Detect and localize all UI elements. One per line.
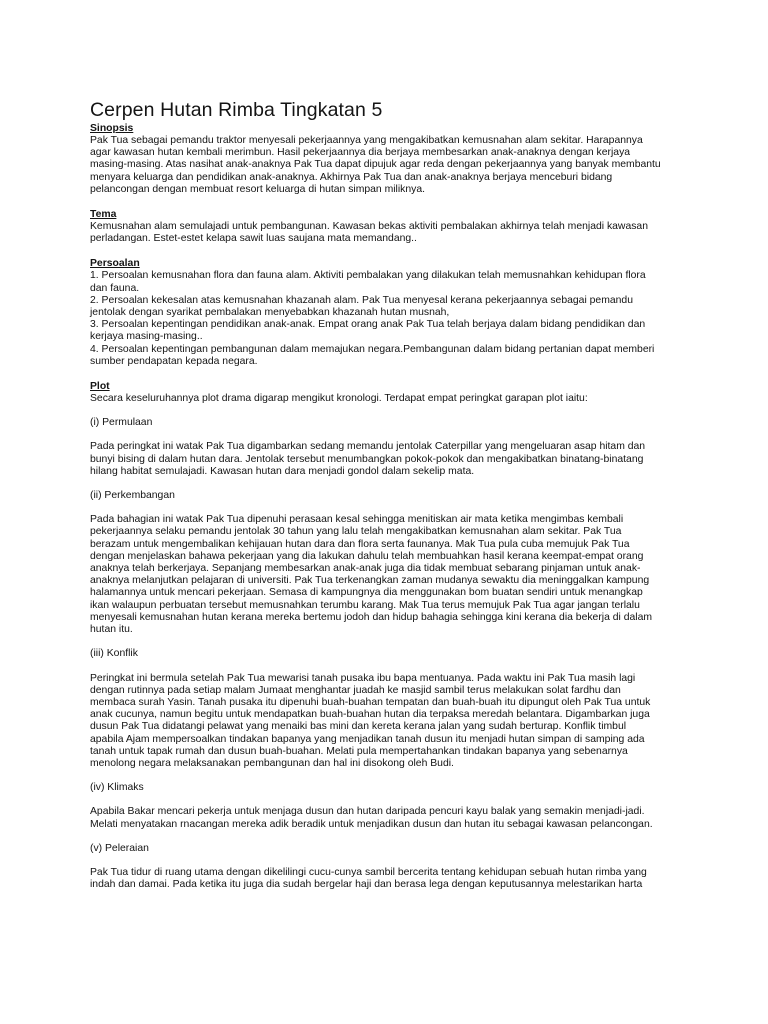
text-line: Pak Tua tidur di ruang utama dengan dikelilingi cucu-cunya sambil bercerita tentang kehidupan sebuah hutan rimba yang xyxy=(90,866,647,878)
text-line: apabila Ajam mempersoalkan tindakan bapanya yang menjadikan tanah dusun itu menjadi hutan simpan di samping ada xyxy=(90,733,645,745)
text-line: kerjaya masing-masing.. xyxy=(90,331,203,343)
text-line: hilang habitat semulajadi. Kawasan hutan dara menjadi gondol dalam sekelip mata. xyxy=(90,465,475,477)
text-line: Apabila Bakar mencari pekerja untuk menjaga dusun dan hutan daripada pencuri kayu balak yang semakin menjadi-jadi. xyxy=(90,806,645,818)
peleraian-paragraph xyxy=(90,867,690,891)
text-line: indah dan damai. Pada ketika itu juga dia sudah bergelar haji dan berasa lega dengan keputusannya melestarikan harta xyxy=(90,879,643,891)
plot-stage-label: (ii) Perkembangan xyxy=(90,490,175,502)
text-line: jentolak dengan syarikat pembalakan menyebabkan khazanah hutan musnah, xyxy=(90,307,450,319)
text-line: 3. Persoalan kepentingan pendidikan anak-anak. Empat orang anak Pak Tua telah berjaya dalam bidang pendidikan dan xyxy=(90,319,646,331)
perkembangan-paragraph xyxy=(90,514,690,636)
permulaan-paragraph xyxy=(90,441,690,478)
konflik-paragraph xyxy=(90,673,690,771)
section-heading-persoalan: Persoalan xyxy=(90,258,140,270)
text-line: Pada peringkat ini watak Pak Tua digambarkan sedang memandu jentolak Caterpillar yang mengeluaran asap hitam dan xyxy=(90,441,646,453)
document-title: Cerpen Hutan Rimba Tingkatan 5 xyxy=(90,99,383,121)
text-line: Pak Tua sebagai pemandu traktor menyesali pekerjaannya yang mengakibatkan kemusnahan alam sekitar. Harapannya xyxy=(90,135,643,146)
text-line: sumber pendapatan kepada negara. xyxy=(90,355,258,367)
text-line: halamannya untuk mencari pekerjaan. Semasa di kampungnya dia menggunakan bom buatan sendiri untuk menangkap xyxy=(90,587,643,599)
text-line: anaknya melanjutkan pelajaran di universiti. Pak Tua terkenangkan zaman mudanya sewaktu dia meninggalkan kampung xyxy=(90,575,650,587)
text-line: pelancongan dengan membuat resort keluarga di hutan simpan miliknya. xyxy=(90,183,426,195)
text-line: masing-masing. Atas nasihat anak-anaknya Pak Tua dapat dipujuk agar reda dengan pekerjaannya yang banyak membantu xyxy=(90,159,661,171)
text-line: perladangan. Estet-estet kelapa sawit luas saujana mata memandang.. xyxy=(90,233,417,245)
text-line: 4. Persoalan kepentingan pembangunan dalam memajukan negara.Pembangunan dalam bidang pertanian dapat memberi xyxy=(90,343,655,355)
section-heading-sinopsis: Sinopsis xyxy=(90,123,134,134)
text-line: Melati menyatakan rnacangan mereka adik beradik untuk menjadikan dusun dan hutan itu sebagai kawasan pelancongan. xyxy=(90,818,653,830)
text-line: 2. Persoalan kekesalan atas kemusnahan khazanah alam. Pak Tua menyesal kerana pekerjaannya sebagai pemandu xyxy=(90,294,633,306)
text-line: dengan menjelaskan bahawa pekerjaan yang dia lakukan dahulu telah membuahkan hasil kerana keempat-empat orang xyxy=(90,550,644,562)
plot-intro: Secara keseluruhannya plot drama digarap mengikut kronologi. Terdapat empat peringkat garapan plot iaitu: xyxy=(90,393,588,405)
text-line: menyesali kemusnahan hutan kerana mereka bertemu jodoh dan hidup bahagia sehingga kini kerana dia bekerja di dalam xyxy=(90,611,653,623)
text-line: berazam untuk mengembalikan kehijauan hutan dara dan flora serta faunanya. Mak Tua pula cuba memujuk Pak Tua xyxy=(90,538,630,550)
text-line: dusun Pak Tua didatangi pelawat yang menaiki bas mini dan kereta kerana jalan yang sudah berturap. Konflik timbul xyxy=(90,721,627,733)
text-line: menolong negara melaksanakan pembangunan dan hal ini disokong oleh Budi. xyxy=(90,757,454,769)
klimaks-paragraph xyxy=(90,806,690,830)
plot-stage-label: (i) Permulaan xyxy=(90,417,153,429)
text-line: menyara keluarga dan pendidikan anak-anaknya. Akhirnya Pak Tua dan anak-anaknya berjaya menceburi bidang xyxy=(90,171,613,183)
text-line: Peringkat ini bermula setelah Pak Tua mewarisi tanah pusaka ibu bapa mentuanya. Pada waktu ini Pak Tua masih lagi xyxy=(90,672,636,684)
document-page xyxy=(90,98,690,891)
text-line: hutan itu. xyxy=(90,624,133,636)
plot-stage-label: (iii) Konflik xyxy=(90,648,138,660)
text-line: tanah untuk tapak rumah dan dusun buah-buahan. Melati pula mempertahankan tindakan bapanya yang sebenarnya xyxy=(90,745,628,757)
persoalan-list xyxy=(90,270,690,368)
text-line: pekerjaannya selaku pemandu jentolak 30 tahun yang lalu telah mengakibatkan kemusnahan alam sekitar. Pak Tua xyxy=(90,526,622,538)
text-line: Kemusnahan alam semulajadi untuk pembangunan. Kawasan bekas aktiviti pembalakan akhirnya telah menjadi kawasan xyxy=(90,221,648,233)
text-line: Pada bahagian ini watak Pak Tua dipenuhi perasaan kesal sehingga menitiskan air mata ketika mengimbas kembali xyxy=(90,514,624,526)
text-line: bunyi bising di dalam hutan dara. Jentolak tersebut menumbangkan pokok-pokok dan mengakibatkan binatang-binatang xyxy=(90,453,644,465)
text-line: anak cucunya, namun begitu untuk mendapatkan buah-buahan hutan dia terpaksa meredah belantara. Digambarkan juga xyxy=(90,709,650,721)
text-line: 1. Persoalan kemusnahan flora dan fauna alam. Aktiviti pembalakan yang dilakukan telah memusnahkan kehidupan flora xyxy=(90,270,646,282)
plot-stage-label: (iv) Klimaks xyxy=(90,782,144,794)
text-line: agar kawasan hutan kembali merimbun. Hasil pekerjaannya dia berjaya membesarkan anak-anaknya dengan kerjaya xyxy=(90,147,631,159)
text-line: ikan walaupun perbuatan tersebut memusnahkan terumbu karang. Mak Tua terus memujuk Pak Tua agar jangan terlalu xyxy=(90,599,640,611)
section-heading-plot: Plot xyxy=(90,381,110,393)
sinopsis-paragraph xyxy=(90,135,690,196)
text-line: dengan rutinnya pada setiap malam Jumaat menghantar juadah ke masjid sambil terus melakukan solat fardhu dan xyxy=(90,684,621,696)
text-line: membaca surah Yasin. Tanah pusaka itu dipenuhi buah-buahan tempatan dan buah-buah itu dipungut oleh Pak Tua untuk xyxy=(90,696,651,708)
text-line: dan fauna. xyxy=(90,282,140,294)
tema-paragraph xyxy=(90,221,690,245)
plot-stage-label: (v) Peleraian xyxy=(90,842,149,854)
section-heading-tema: Tema xyxy=(90,209,117,221)
text-line: anaknya telah berkerjaya. Sepanjang membesarkan anak-anak juga dia tidak membuat sebarang pinjaman untuk anak- xyxy=(90,563,641,575)
